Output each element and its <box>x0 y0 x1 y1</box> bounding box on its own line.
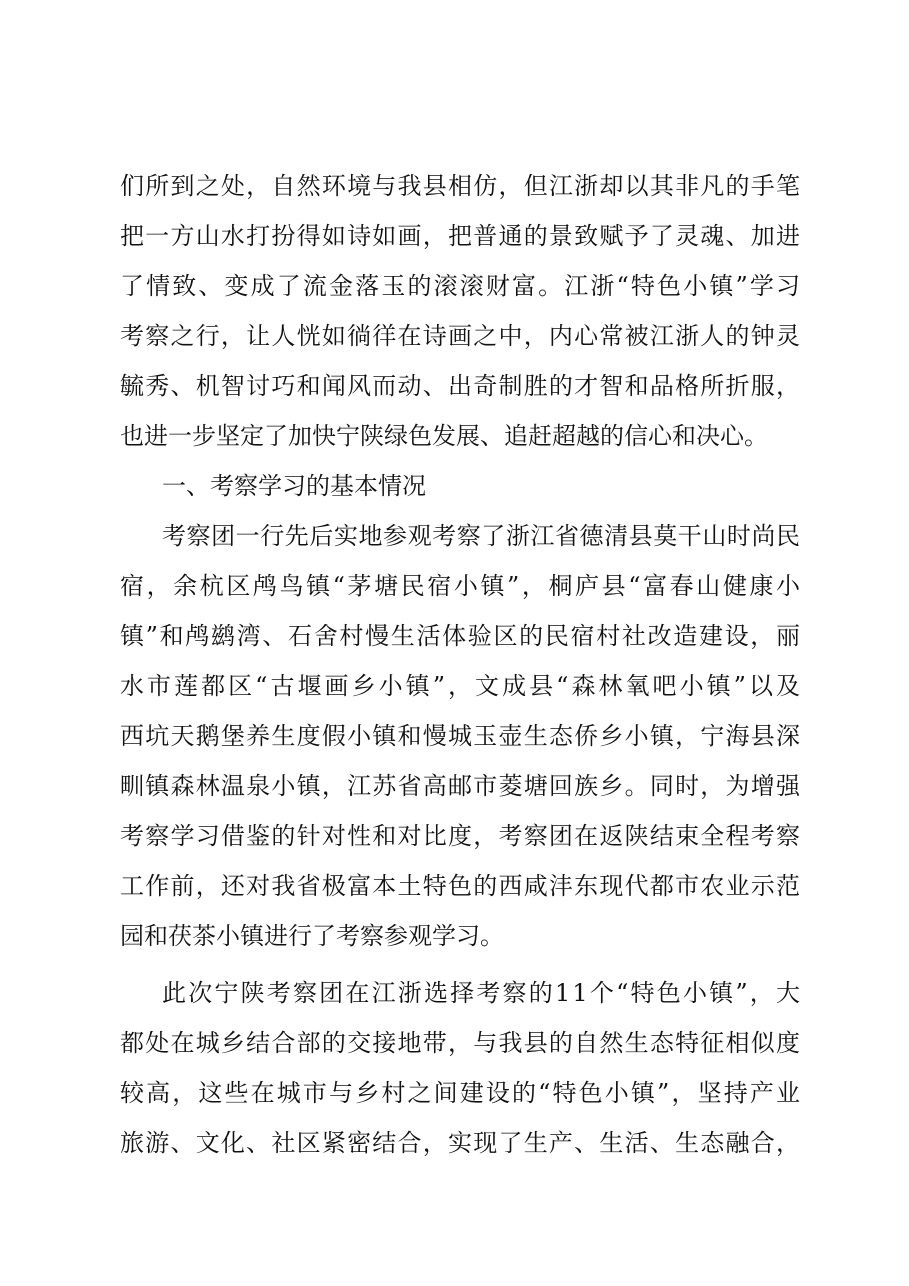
paragraph-1-line-1: 们所到之处，自然环境与我县相仿，但江浙却以其非凡的手笔 <box>120 172 802 200</box>
paragraph-2-line-2: 宿，余杭区鸬鸟镇“茅塘民宿小镇”，桐庐县“富春山健康小 <box>120 572 803 600</box>
paragraph-3-line-4: 旅游、文化、社区紧密结合，实现了生产、生活、生态融合， <box>120 1129 802 1157</box>
paragraph-3-line-2: 都处在城乡结合部的交接地带，与我县的自然生态特征相似度 <box>120 1029 802 1057</box>
paragraph-2-line-4: 水市莲都区“古堰画乡小镇”，文成县“森林氧吧小镇”以及 <box>120 672 804 700</box>
paragraph-2-line-7: 考察学习借鉴的针对性和对比度，考察团在返陕结束全程考察 <box>120 822 802 850</box>
paragraph-1-line-3: 了情致、变成了流金落玉的滚滚财富。江浙“特色小镇”学习 <box>120 272 803 300</box>
paragraph-1-line-2: 把一方山水打扮得如诗如画，把普通的景致赋予了灵魂、加进 <box>120 222 802 250</box>
paragraph-1-line-5: 毓秀、机智讨巧和闻风而动、出奇制胜的才智和品格所折服， <box>120 372 802 400</box>
paragraph-1-line-4: 考察之行，让人恍如徜徉在诗画之中，内心常被江浙人的钟灵 <box>120 322 802 350</box>
paragraph-2-line-5: 西坑天鹅堡养生度假小镇和慢城玉壶生态侨乡小镇，宁海县深 <box>120 722 802 750</box>
paragraph-2-line-3: 镇”和鸬鹚湾、石舍村慢生活体验区的民宿村社改造建设，丽 <box>120 622 802 650</box>
paragraph-1-line-6: 也进一步坚定了加快宁陕绿色发展、追赶超越的信心和决心。 <box>120 422 768 450</box>
paragraph-2-line-9: 园和茯茶小镇进行了考察参观学习。 <box>120 922 504 950</box>
section-heading: 一、考察学习的基本情况 <box>162 472 426 500</box>
paragraph-3-line-1: 此次宁陕考察团在江浙选择考察的11个“特色小镇”，大 <box>162 979 803 1007</box>
paragraph-2-line-8: 工作前，还对我省极富本土特色的西咸沣东现代都市农业示范 <box>120 872 802 900</box>
paragraph-2-line-1: 考察团一行先后实地参观考察了浙江省德清县莫干山时尚民 <box>162 522 801 550</box>
paragraph-3-line-3: 较高，这些在城市与乡村之间建设的“特色小镇”，坚持产业 <box>120 1079 803 1107</box>
paragraph-2-line-6: 甽镇森林温泉小镇，江苏省高邮市菱塘回族乡。同时，为增强 <box>120 772 802 800</box>
